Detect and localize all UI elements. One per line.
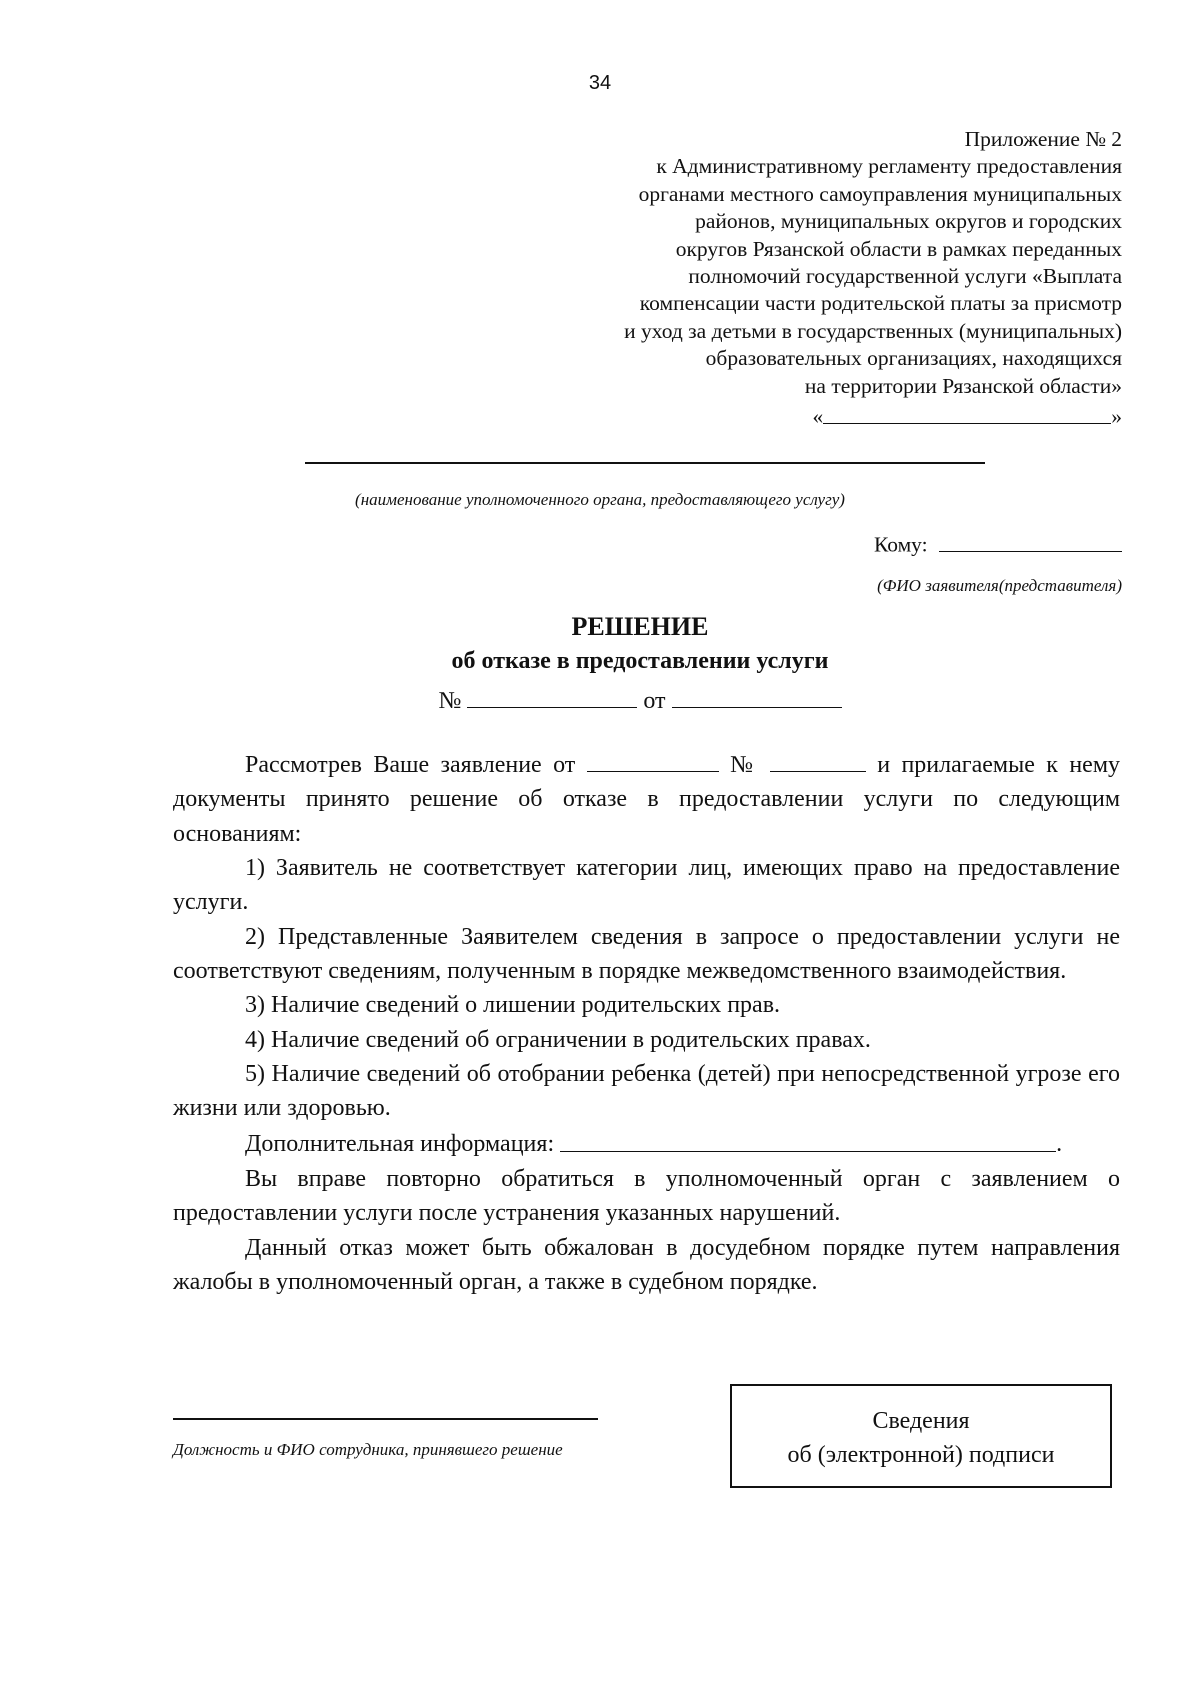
application-number-blank[interactable]: [770, 746, 866, 772]
decision-number-label: №: [438, 688, 462, 715]
reason-item: 2) Представленные Заявителем сведения в запросе о предоставлении услуги не соответствуют сведениям, полученным в порядке межведомственного взаимодействия.: [173, 923, 1120, 984]
reason-item: 3) Наличие сведений о лишении родительских прав.: [245, 992, 781, 1019]
quote-open: «: [812, 404, 824, 429]
decision-body: [173, 746, 1120, 1299]
e-signature-line2: об (электронной) подписи: [787, 1442, 1055, 1468]
additional-info-label: Дополнительная информация:: [245, 1131, 555, 1158]
decision-number-line: [0, 682, 1200, 715]
application-date-blank[interactable]: [587, 746, 719, 772]
signature-caption: Должность и ФИО сотрудника, принявшего решение: [173, 1440, 563, 1459]
intro-paragraph: [173, 746, 1120, 851]
decision-subtitle: об отказе в предоставлении услуги: [451, 648, 829, 674]
annex-line: на территории Рязанской области»: [804, 373, 1122, 398]
e-signature-box: [730, 1384, 1112, 1488]
authority-name-line[interactable]: [305, 462, 985, 464]
decision-title: РЕШЕНИЕ: [571, 612, 709, 641]
annex-line: округов Рязанской области в рамках переданных: [675, 236, 1122, 261]
annex-line: полномочий государственной услуги «Выплата: [688, 264, 1122, 289]
recipient-caption: (ФИО заявителя(представителя): [877, 576, 1122, 595]
decision-date-label: от: [643, 688, 666, 715]
annex-line: образовательных организациях, находящихся: [705, 346, 1122, 371]
appeal-paragraph: Данный отказ может быть обжалован в досудебном порядке путем направления жалобы в уполномоченный орган, а также в судебном порядке.: [173, 1234, 1120, 1295]
additional-info-blank[interactable]: [560, 1125, 1056, 1151]
additional-info: Дополнительная информация: .: [173, 1125, 1120, 1161]
reapply-paragraph: Вы вправе повторно обратиться в уполномоченный орган с заявлением о предоставлении услуги после устранения указанных нарушений.: [173, 1165, 1120, 1227]
reason-item: 4) Наличие сведений об ограничении в родительских правах.: [245, 1026, 871, 1053]
annex-line: к Административному регламенту предоставления: [656, 154, 1122, 179]
reason-item: 1) Заявитель не соответствует категории лиц, имеющих право на предоставление услуги.: [173, 855, 1120, 916]
annex-line: компенсации части родительской платы за присмотр: [639, 291, 1122, 316]
annex-date-line: [482, 400, 1122, 431]
annex-line: органами местного самоуправления муниципальных: [638, 181, 1122, 206]
decision-date-blank[interactable]: [672, 682, 842, 708]
recipient-label: Кому:: [873, 532, 928, 557]
intro-part2: и прилагаемые к нему документы принято решение об отказе в предоставлении услуги по следующим основаниям:: [173, 752, 1121, 847]
annex-line: районов, муниципальных округов и городских: [695, 209, 1122, 234]
annex-header: [482, 126, 1122, 431]
intro-number-label: №: [730, 752, 759, 779]
annex-date-blank[interactable]: [823, 400, 1111, 424]
reason-item: 5) Наличие сведений об отобрании ребенка (детей) при непосредственной угрозе его жизни или здоровью.: [173, 1060, 1120, 1122]
authority-caption: (наименование уполномоченного органа, предоставляющего услугу): [355, 490, 845, 509]
e-signature-line1: Сведения: [872, 1408, 970, 1434]
annex-title: Приложение № 2: [964, 127, 1122, 151]
decision-number-blank[interactable]: [467, 682, 637, 708]
recipient-field: [874, 528, 1122, 558]
signature-line[interactable]: [173, 1418, 598, 1420]
page-number: 34: [588, 72, 612, 94]
intro-part1: Рассмотрев Ваше заявление от: [245, 752, 576, 779]
annex-line: и уход за детьми в государственных (муниципальных): [624, 318, 1122, 343]
quote-close: »: [1111, 404, 1122, 429]
recipient-blank[interactable]: [939, 528, 1122, 552]
